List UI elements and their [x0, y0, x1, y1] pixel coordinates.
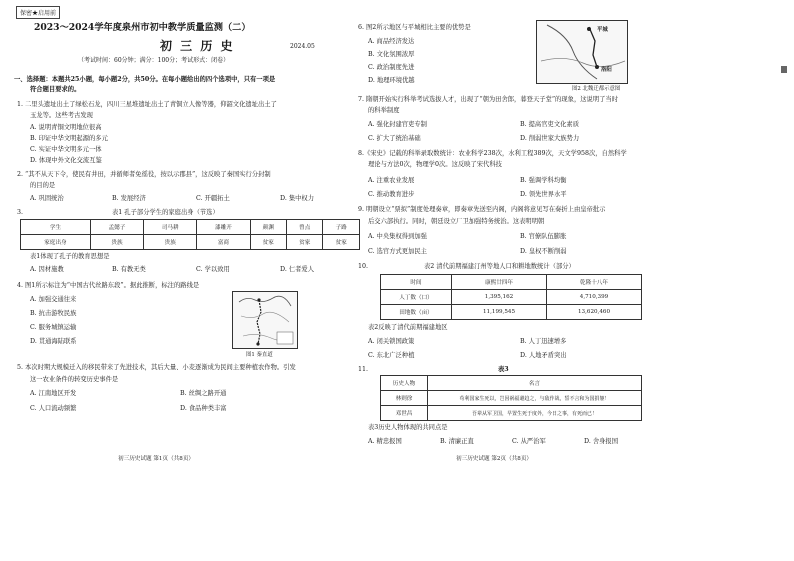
table-row — [21, 235, 360, 250]
q3-number: 3. — [17, 209, 24, 216]
table-cell: 曾点 — [287, 220, 323, 235]
table-cell: 苟利国家生死以，岂因祸福避趋之，与敌作战，誓不言和为国捐躯！ — [428, 391, 642, 406]
page-edge-mark — [781, 66, 787, 73]
q9-option-a: A. 中央集权得到加强 — [368, 233, 427, 240]
map-figure-2 — [536, 20, 628, 84]
table-cell: 家庭出身 — [21, 235, 91, 250]
q7-option-b: B. 提高官吏文化素质 — [520, 121, 580, 128]
exam-info: （考试时间：60分钟；满分：100分；考试形式：闭卷） — [78, 57, 230, 64]
table3 — [380, 375, 642, 421]
table-cell: 司马耕 — [144, 220, 197, 235]
section-heading: 一、选择题：本题共25小题，每小题2分，共50分。在每小题给出的四个选项中，只有一项是 — [14, 76, 276, 83]
q1-stem: 1. 二里头遗址出土了绿松石龙，四川三星堆遗址出土了青铜立人像等器，仰韶文化遗址出土了 — [17, 101, 277, 108]
q6-stem: 6. 图2所示地区与平城相比主要的优势是 — [358, 24, 471, 31]
confidential-stamp: 保密★启用前 — [16, 6, 60, 19]
table-row — [21, 220, 360, 235]
q1-option-a: A. 说明青铜文明地位很高 — [30, 124, 102, 131]
q4-option-d: D. 贯通海陆联系 — [30, 338, 77, 345]
table-cell: 13,620,460 — [547, 305, 642, 320]
q5-stem-cont: 这一农业条件的转变历史事件是 — [30, 376, 119, 383]
page-1-footer: 初三历史试题 第1页（共8页） — [118, 456, 195, 462]
table-row — [381, 305, 642, 320]
table-cell: 名言 — [428, 376, 642, 391]
q4-stem: 4. 图1所示标注为“中国古代丝路东段”。据此推断，标注的路线是 — [17, 282, 200, 289]
q7-option-c: C. 扩大了统治基础 — [368, 135, 421, 142]
section-heading-cont: 符合题目要求的。 — [30, 86, 81, 93]
q4-option-c: C. 服务城镇运输 — [30, 324, 77, 331]
q6-option-d: D. 地理环境优越 — [368, 77, 415, 84]
q5-option-b: B. 丝绸之路开通 — [180, 390, 227, 397]
q10-after: 表2反映了清代前期福建地区 — [368, 324, 448, 331]
table-cell: 林则徐 — [381, 391, 428, 406]
table-cell: 贫家 — [250, 235, 286, 250]
table-cell: 人丁数（口） — [381, 290, 452, 305]
q9-option-d: D. 皇权不断削弱 — [520, 248, 567, 255]
q10-option-b: B. 人丁迅速增多 — [520, 338, 567, 345]
table-cell: 学生 — [21, 220, 91, 235]
map-2-graphic — [537, 21, 627, 83]
table-cell: 孟懿子 — [90, 220, 143, 235]
q11-option-b: B. 清廉正直 — [440, 438, 474, 445]
q6-option-a: A. 商品经济发达 — [368, 38, 415, 45]
table-cell: 贫家 — [323, 235, 360, 250]
exam-title: 2023～2024学年度泉州市初中教学质量监测（二） — [34, 22, 251, 33]
q5-option-a: A. 江南地区开发 — [30, 390, 77, 397]
table-cell: 漆雕开 — [197, 220, 250, 235]
exam-subject: 初 三 历 史 — [160, 39, 235, 53]
q2-option-a: A. 巩固统治 — [30, 195, 64, 202]
q9-stem-cont: 后交六部执行。同时，朝廷设立厂卫加强特务统治。这表明明朝 — [368, 218, 545, 225]
q6-option-c: C. 政治制度先进 — [368, 64, 415, 71]
q9-stem: 9. 明朝设立“票拟”制度处理奏章，即奏章先送至内阁，内阁将意见写在奏折上由皇帝批示 — [358, 206, 606, 213]
q1-option-c: C. 实证中华文明多元一体 — [30, 146, 102, 153]
q2-option-c: C. 开疆拓土 — [196, 195, 230, 202]
q3-option-c: C. 学以致用 — [196, 266, 230, 273]
q2-option-d: D. 集中权力 — [280, 195, 315, 202]
q7-stem: 7. 隋朝开始实行科举考试选拔人才，出现了“朝为田舍郎，暮登天子堂”的现象，这说明了当时 — [358, 96, 619, 103]
map-2-label-luoyang: 洛阳 — [601, 67, 612, 73]
q10-number: 10. — [358, 263, 369, 270]
table2-caption: 表2 清代前期福建汀州等地人口和耕地数统计（部分） — [424, 263, 575, 270]
table-row — [381, 290, 642, 305]
table-cell: 子路 — [323, 220, 360, 235]
q11-number: 11. — [358, 366, 369, 373]
table1 — [20, 219, 360, 250]
q11-option-a: A. 精忠报国 — [368, 438, 402, 445]
table-cell: 1,395,162 — [452, 290, 547, 305]
map-2-label-pingcheng: 平城 — [597, 27, 608, 33]
map-2-caption: 图2 北魏迁都示意图 — [572, 86, 621, 92]
q9-option-b: B. 官僚队伍膨胀 — [520, 233, 567, 240]
table-cell: 11,199,545 — [452, 305, 547, 320]
q7-stem-cont: 的科举制度 — [368, 107, 400, 114]
table-cell: 时间 — [381, 275, 452, 290]
q8-option-d: D. 领先世界水平 — [520, 191, 567, 198]
table2 — [380, 274, 642, 320]
q4-option-a: A. 加强交通往来 — [30, 296, 77, 303]
table-cell: 贵族 — [144, 235, 197, 250]
q2-stem-cont: 的目的是 — [30, 182, 56, 189]
table3-caption: 表3 — [498, 366, 509, 373]
table-cell: 乾隆十八年 — [547, 275, 642, 290]
q3-option-d: D. 仁者爱人 — [280, 266, 315, 273]
q5-option-c: C. 人口流动频繁 — [30, 405, 77, 412]
table-cell: 富商 — [197, 235, 250, 250]
q7-option-d: D. 削弱世家大族势力 — [520, 135, 580, 142]
table-cell: 颜渊 — [250, 220, 286, 235]
table-row — [381, 406, 642, 421]
q6-option-b: B. 文化氛围浓厚 — [368, 51, 415, 58]
q8-stem: 8.《宋史》记载的科举录取数统计：农业科学238次，水利工程389次，天文学958次，自然科学 — [358, 150, 627, 157]
table-cell: 历史人物 — [381, 376, 428, 391]
q10-option-d: D. 人地矛盾突出 — [520, 352, 567, 359]
table1-caption: 表1 孔子部分学生的家庭出身（节选） — [112, 209, 219, 216]
q10-option-a: A. 闭关锁国政策 — [368, 338, 415, 345]
q3-option-a: A. 因材施教 — [30, 266, 64, 273]
page-2-footer: 初三历史试题 第2页（共8页） — [456, 456, 533, 462]
table-cell: 田地数（亩） — [381, 305, 452, 320]
exam-date: 2024.05 — [290, 43, 315, 50]
table-row — [381, 376, 642, 391]
table-cell: 吾辈从军卫国，早置生死于度外，今日之事，有死而已！ — [428, 406, 642, 421]
q8-stem-cont: 理论与方法0次，物理学0次。这反映了宋代科技 — [368, 161, 502, 168]
q1-option-b: B. 印证中华文明起源的多元 — [30, 135, 108, 142]
map-1-graphic — [233, 292, 297, 348]
table-cell: 康熙廿四年 — [452, 275, 547, 290]
q11-option-c: C. 从严治军 — [512, 438, 546, 445]
table-cell: 贵族 — [90, 235, 143, 250]
map-1-caption: 图1 秦直道 — [246, 352, 273, 358]
q3-after: 表1体现了孔子的教育思想是 — [30, 253, 110, 260]
q11-after: 表3历史人物体现的共同点是 — [368, 424, 448, 431]
q11-option-d: D. 舍身报国 — [584, 438, 619, 445]
q10-option-c: C. 东北广泛种植 — [368, 352, 415, 359]
q7-option-a: A. 强化封建官吏专制 — [368, 121, 427, 128]
table-row — [381, 391, 642, 406]
q1-option-d: D. 体现中外文化交流互鉴 — [30, 157, 102, 164]
q5-option-d: D. 食品种类丰富 — [180, 405, 227, 412]
q8-option-a: A. 注重农业发展 — [368, 177, 415, 184]
q4-option-b: B. 抗击游牧民族 — [30, 310, 77, 317]
q8-option-c: C. 推动教育进步 — [368, 191, 415, 198]
table-cell: 4,710,399 — [547, 290, 642, 305]
q5-stem: 5. 本次时期大规模迁入的移民带来了先进技术，其后大量、小麦逐渐成为民间主要种植农作物。引发 — [17, 364, 296, 371]
table-row — [381, 275, 642, 290]
table-cell: 邓世昌 — [381, 406, 428, 421]
q1-stem-cont: 玉龙等。这些考古发现 — [30, 112, 93, 119]
q2-stem: 2. “其不从天下令，使民有井田，并循师者免徭役，按以示郡县”，这反映了秦国实行分封制 — [17, 171, 271, 178]
q3-option-b: B. 有教无类 — [112, 266, 146, 273]
q9-option-c: C. 选官方式更加民主 — [368, 248, 427, 255]
q8-option-b: B. 强调学科均衡 — [520, 177, 567, 184]
map-figure-1 — [232, 291, 298, 349]
table-cell: 贫家 — [287, 235, 323, 250]
q2-option-b: B. 发展经济 — [112, 195, 146, 202]
